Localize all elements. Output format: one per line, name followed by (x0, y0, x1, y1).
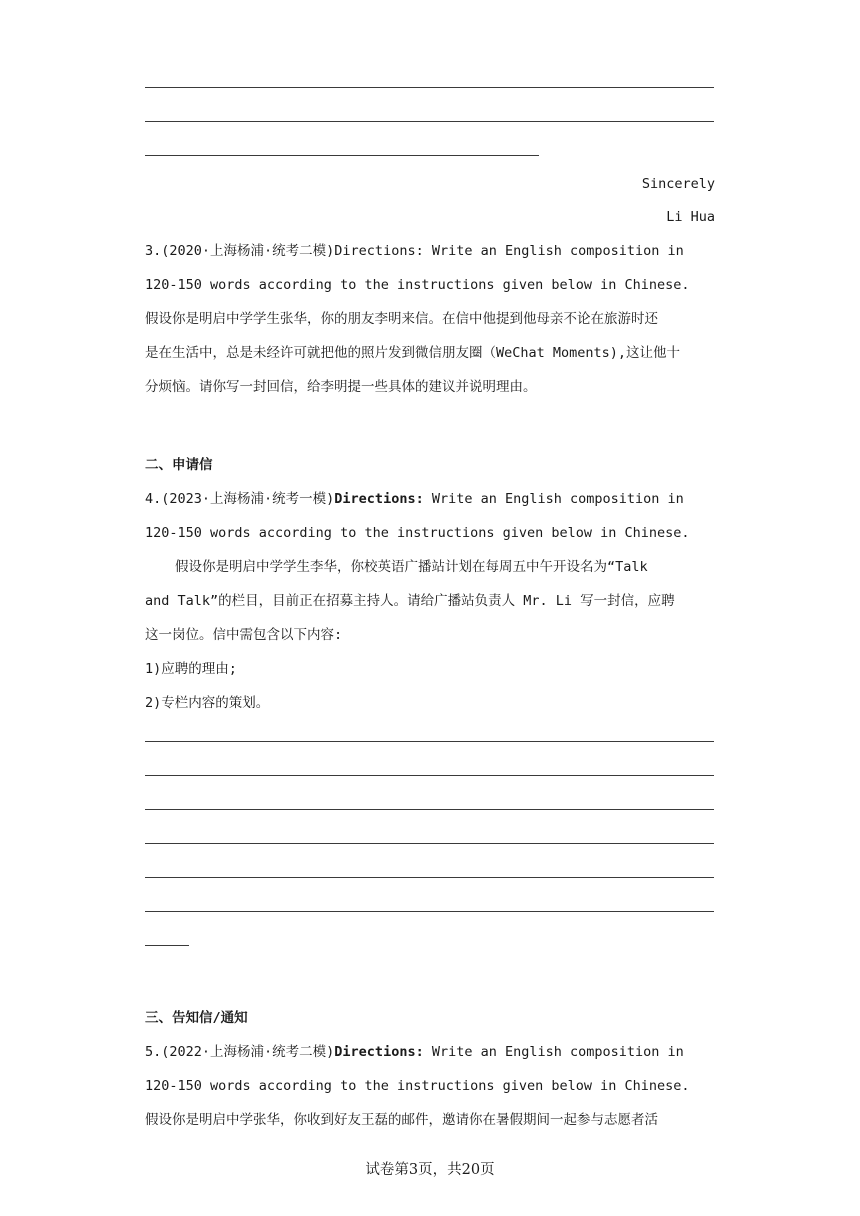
answer-line (145, 911, 714, 912)
q5-body-line1: 假设你是明启中学张华，你收到好友王磊的邮件，邀请你在暑假期间一起参与志愿者活 (145, 1112, 658, 1128)
q3-body-line2: 是在生活中，总是未经许可就把他的照片发到微信朋友圈（WeChat Moments),这让他十 (145, 345, 681, 361)
q5-directions: Write an English composition in (423, 1044, 684, 1060)
q4-number: 4. (145, 491, 162, 507)
section-title-notice-letter: 三、告知信/通知 (145, 1010, 248, 1026)
q3-directions: Directions: Write an English composition in (334, 243, 684, 259)
q5-header (145, 1042, 684, 1062)
page-footer: 试卷第3页，共20页 (365, 1162, 495, 1178)
q3-number: 3. (145, 243, 162, 259)
section-title-application-letter: 二、申请信 (145, 457, 213, 473)
q4-directions: Write an English composition in (423, 491, 684, 507)
q4-item1: 1)应聘的理由; (145, 661, 237, 677)
q4-header (145, 489, 684, 509)
q3-directions-line2: 120-150 words according to the instructions given below in Chinese. (145, 277, 690, 293)
q5-source: (2022·上海杨浦·统考二模) (161, 1044, 335, 1060)
answer-line (145, 121, 714, 122)
closing-name: Li Hua (666, 209, 715, 225)
q4-directions-line2: 120-150 words according to the instructions given below in Chinese. (145, 525, 690, 541)
q4-body-line2: and Talk”的栏目，目前正在招募主持人。请给广播站负责人 Mr. Li 写一封信，应聘 (145, 593, 675, 609)
answer-line (145, 843, 714, 844)
answer-line-short (145, 155, 539, 156)
q5-directions-line2: 120-150 words according to the instructions given below in Chinese. (145, 1078, 690, 1094)
q3-body-line1: 假设你是明启中学学生张华，你的朋友李明来信。在信中他提到他母亲不论在旅游时还 (145, 311, 658, 327)
answer-line (145, 741, 714, 742)
q4-source: (2023·上海杨浦·统考一模) (161, 491, 335, 507)
answer-line (145, 87, 714, 88)
q5-number: 5. (145, 1044, 162, 1060)
q4-directions-label: Directions: (334, 491, 424, 507)
q4-body-line1: 假设你是明启中学学生李华，你校英语广播站计划在每周五中午开设名为“Talk (175, 559, 648, 575)
q3-source: (2020·上海杨浦·统考二模) (161, 243, 335, 259)
closing-sincerely: Sincerely (641, 176, 715, 192)
q3-body-line3: 分烦恼。请你写一封回信，给李明提一些具体的建议并说明理由。 (145, 379, 537, 395)
q3-header (145, 241, 684, 261)
answer-line (145, 809, 714, 810)
answer-line (145, 775, 714, 776)
q4-item2: 2)专栏内容的策划。 (145, 695, 270, 711)
answer-line-short (145, 945, 189, 946)
q4-body-line3: 这一岗位。信中需包含以下内容: (145, 627, 343, 643)
answer-line (145, 877, 714, 878)
q5-directions-label: Directions: (334, 1044, 424, 1060)
